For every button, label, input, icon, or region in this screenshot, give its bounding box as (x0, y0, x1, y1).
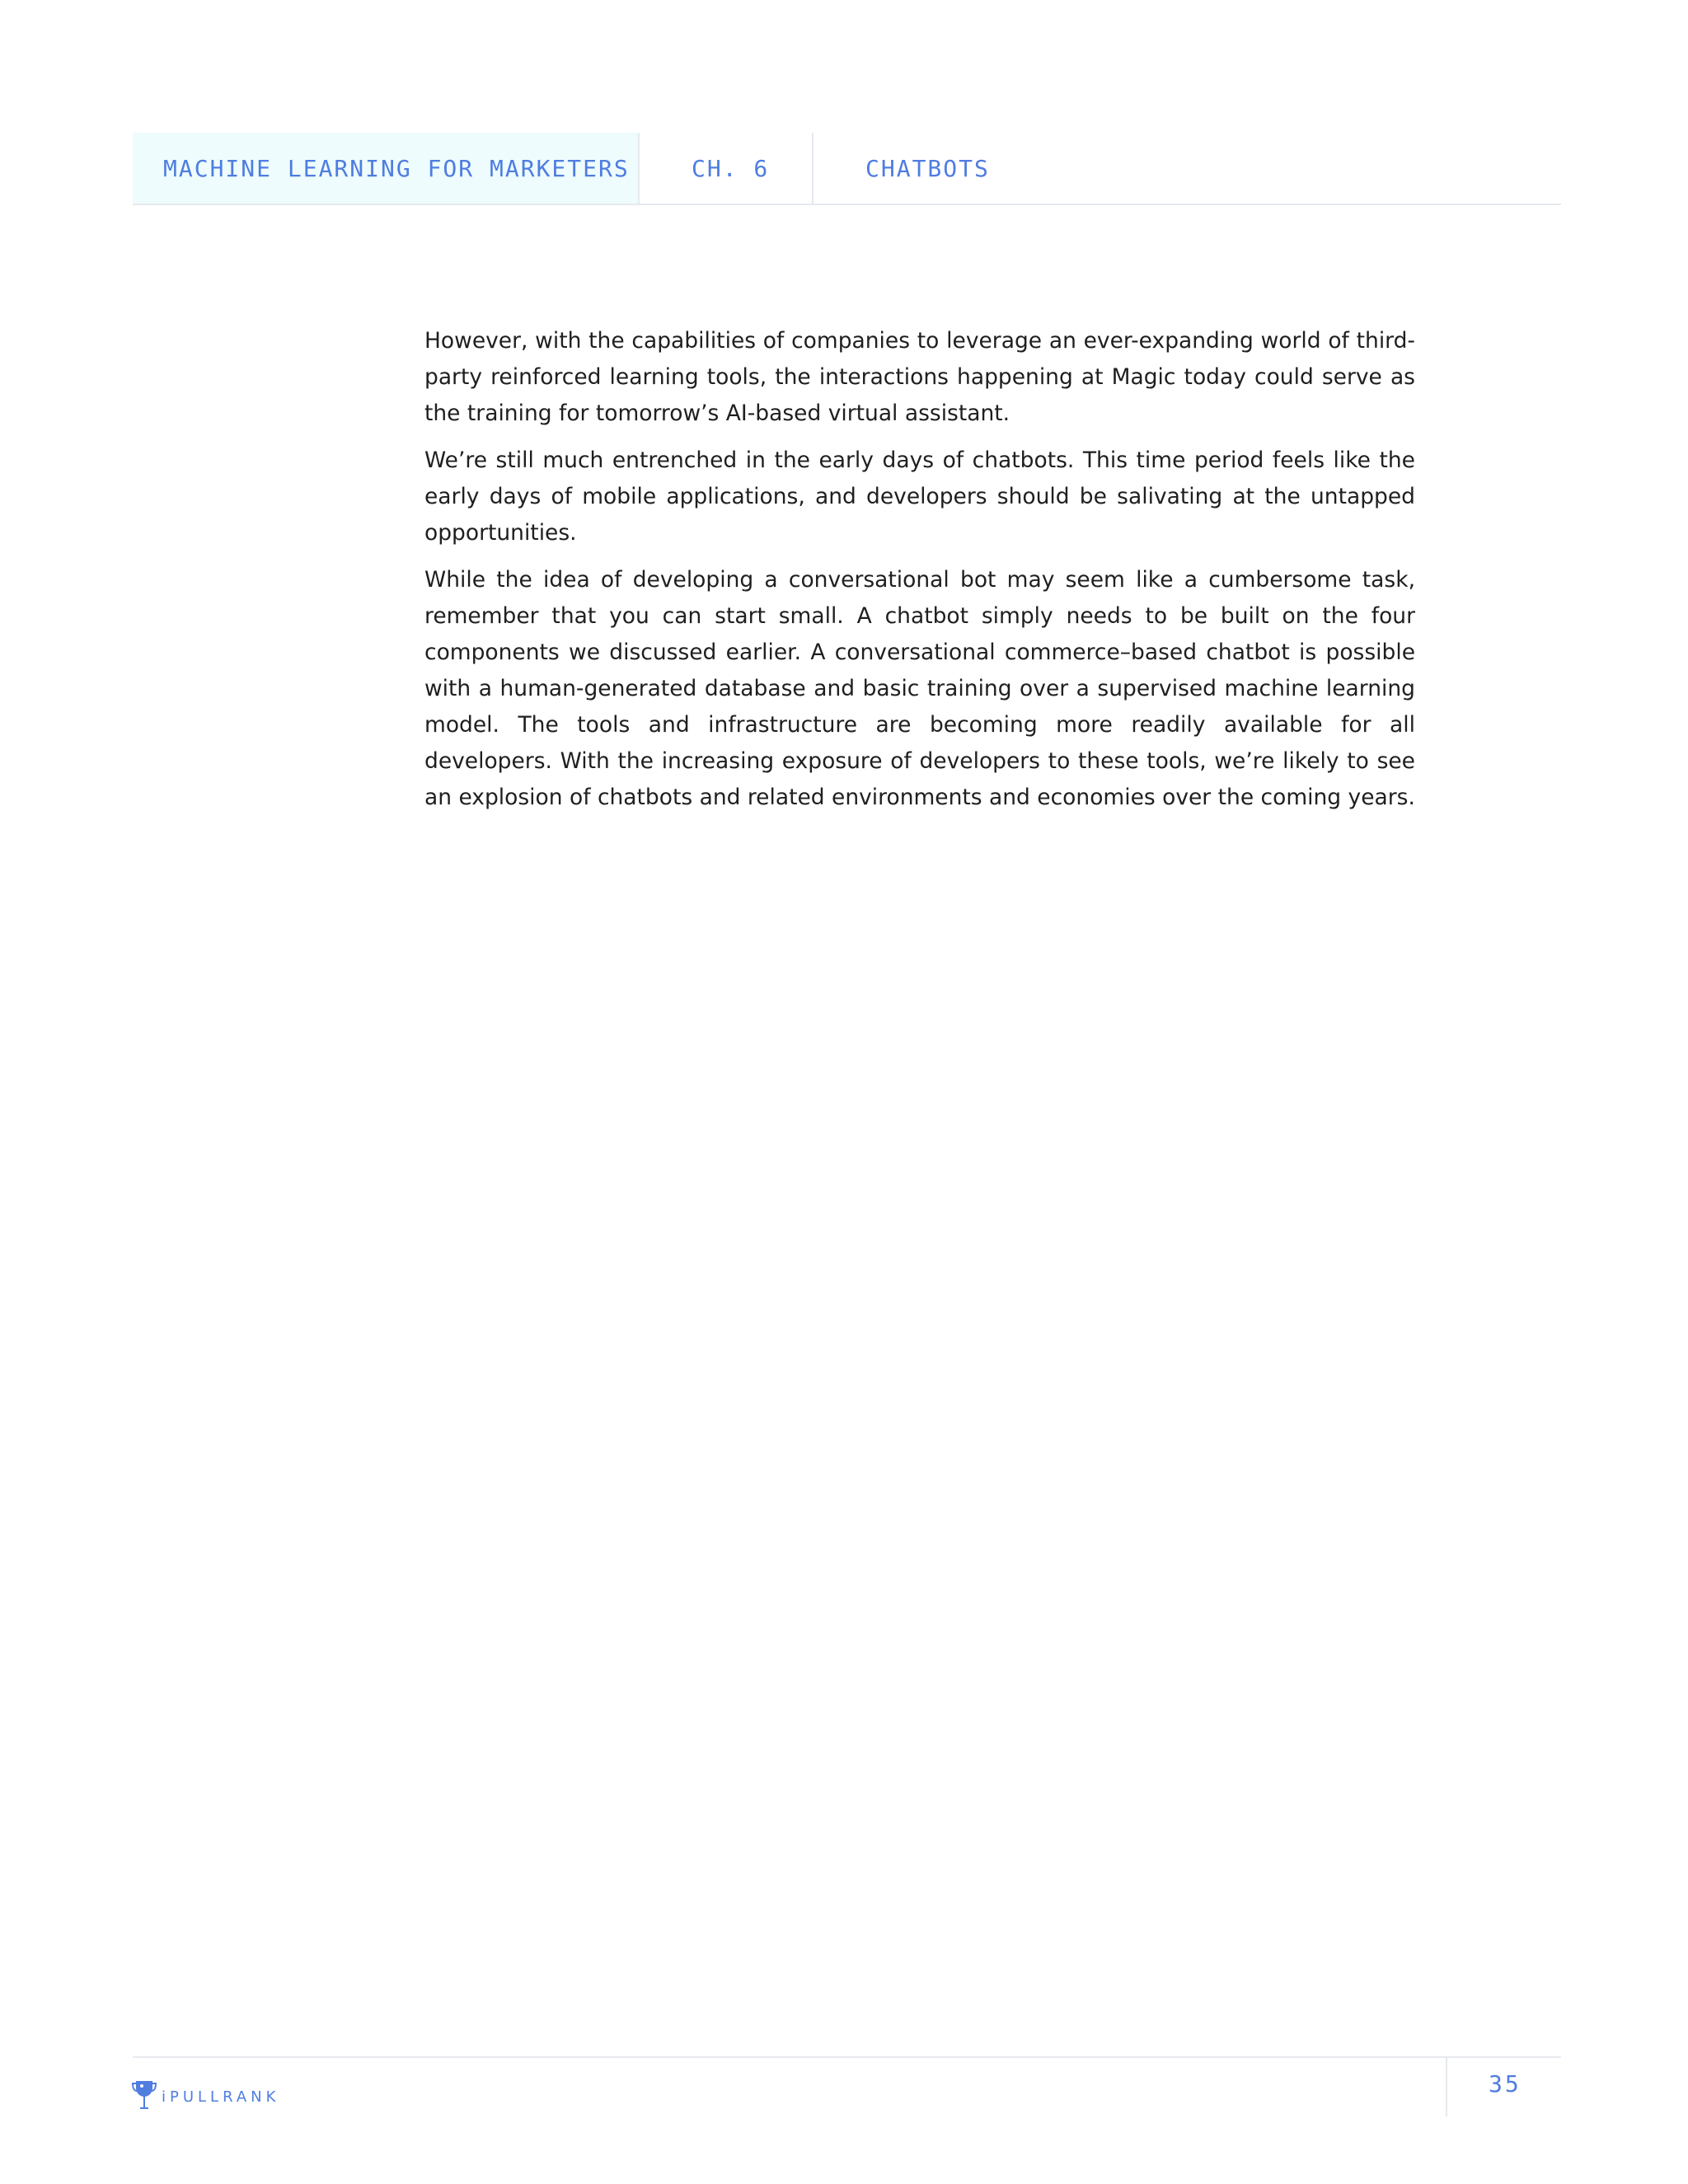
section-title: CHATBOTS (865, 154, 990, 182)
book-title: MACHINE LEARNING FOR MARKETERS (133, 133, 640, 204)
paragraph: However, with the capabilities of companies to leverage an ever-expanding world of third-party reinforced learning tools, the interactions happening at Magic today could serve as the training for tomorrow’s AI-based virtual assistant. (424, 328, 1415, 426)
logo-text: iPULLRANK (162, 2088, 280, 2106)
footer-rule (133, 2056, 1561, 2058)
paragraph: We’re still much entrenched in the early days of chatbots. This time period feels like the early days of mobile applications, and developers should be salivating at the untapped opportunities. (424, 448, 1415, 546)
page-number: 35 (1489, 2070, 1522, 2097)
paragraph: While the idea of developing a conversational bot may seem like a cumbersome task, remember that you can start small. A chatbot simply needs to be built on the four components we discussed earlier. A conversational commerce–based chatbot is possible with a human-generated database and basic training over a supervised machine learning model. The tools and infrastructure are becoming more readily available for all developers. With the increasing exposure of developers to these tools, we’re likely to see an explosion of chatbots and related environments and economies over the coming years. (424, 567, 1415, 810)
body-text (424, 323, 1415, 827)
footer-divider (1446, 2057, 1447, 2116)
running-header (133, 133, 1561, 205)
chapter-label: CH. 6 (640, 133, 814, 204)
ipullrank-logo (132, 2079, 279, 2111)
trophy-icon (132, 2079, 157, 2111)
